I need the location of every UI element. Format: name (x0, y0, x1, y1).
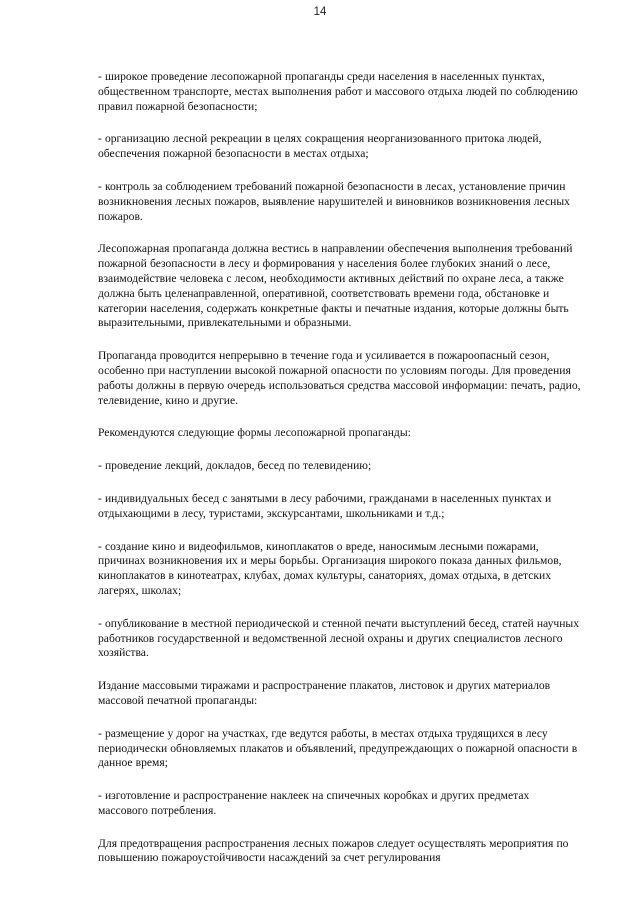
paragraph-propaganda-direction: Лесопожарная пропаганда должна вестись в направлении обеспечения выполнения требований пожарной безопасности в лесу и формирования у населения более глубоких знаний о лесе, взаимодействие человека с лесом, необходимости активных действий по охране леса, а также должна быть целенаправленной, оперативной, соответствовать времени года, обстановке и категории населения, содержать конкретные факты и печатные издания, которые должны быть выразительными, привлекательными и образными. (98, 242, 573, 330)
bullet-stickers: - изготовление и распространение наклеек на спичечных коробках и других предметах массового потребления. (98, 789, 530, 817)
bullet-publications: - опубликование в местной периодической и стенной печати выступлений бесед, статей научных работников государственной и ведомственной лесной охраны и других специалистов лесного хозяйства. (98, 616, 579, 660)
page-number: 14 (313, 6, 327, 18)
bullet-fire-safety-control: - контроль за соблюдением требований пожарной безопасности в лесах, установление причин возникновения лесных пожаров, выявление нарушителей и виновников возникновения лесных пожаров. (98, 179, 570, 223)
document-body (98, 70, 582, 884)
bullet-lectures: - проведение лекций, докладов, бесед по телевидению; (98, 459, 372, 473)
paragraph-recommended-forms: Рекомендуются следующие формы лесопожарной пропаганды: (98, 426, 411, 440)
paragraph-fire-spread-prevention: Для предотвращения распространения лесных пожаров следует осуществлять мероприятия по повышению пожароустойчивости насаждений за счет регулирования (98, 836, 569, 865)
bullet-individual-talks: - индивидуальных бесед с занятыми в лесу рабочими, гражданами в населенных пунктах и отдыхающими в лесу, туристами, экскурсантами, школьниками и т.д.; (98, 491, 552, 520)
bullet-propaganda-population: - широкое проведение лесопожарной пропаганды среди населения в населенных пунктах, общественном транспорте, местах выполнения работ и массового отдыха людей по соблюдению правил пожарной безопасности; (98, 70, 578, 113)
bullet-forest-recreation: - организацию лесной рекреации в целях сокращения неорганизованного притока людей, обеспечения пожарной безопасности в местах отдыха; (98, 132, 542, 161)
bullet-films: - создание кино и видеофильмов, киноплакатов о вреде, наносимым лесными пожарами, причинах возникновения их и меры борьбы. Организация широкого показа данных фильмов, киноплакатов в кинотеатрах, клубах, домах культуры, санаториях, домах отдыха, в детских лагерях, школах; (98, 539, 562, 597)
paragraph-propaganda-continuous: Пропаганда проводится непрерывно в течение года и усиливается в пожароопасный сезон, особенно при наступлении высокой пожарной опасности по условиям погоды. Для проведения работы должны в первую очередь использоваться средства массовой информации: печать, радио, телевидение, кино и другие. (98, 349, 581, 407)
bullet-roadside-posters: - размещение у дорог на участках, где ведутся работы, в местах отдыха трудящихся в лесу периодически обновляемых плакатов и объявлений, предупреждающих о пожарной опасности в данное время; (98, 726, 578, 770)
paragraph-mass-printing: Издание массовыми тиражами и распространение плакатов, листовок и других материалов массовой печатной пропаганды: (98, 679, 551, 707)
